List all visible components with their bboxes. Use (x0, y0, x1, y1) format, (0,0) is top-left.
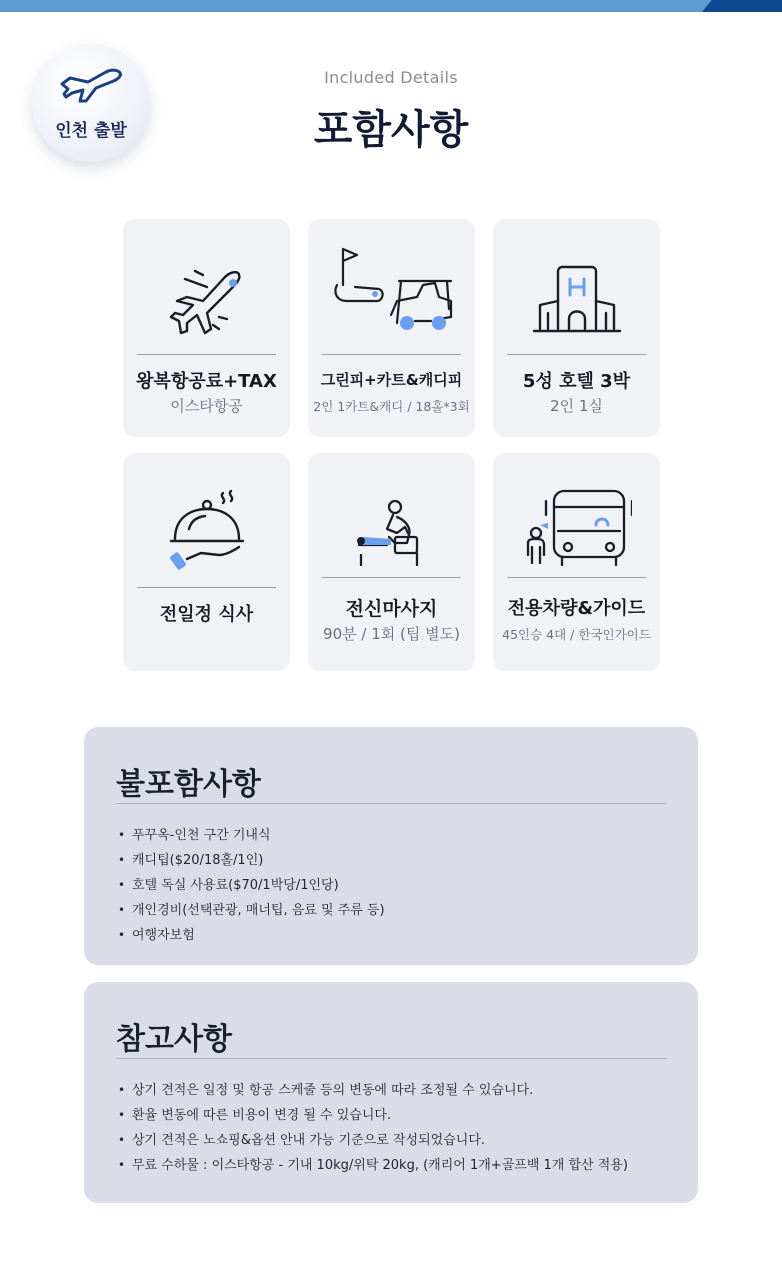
included-name: 그린피+카트&캐디피 (320, 371, 463, 389)
top-accent-bar-dark (702, 0, 782, 12)
included-card-airfare (123, 219, 290, 437)
bus-guide-icon (493, 453, 660, 583)
included-card-vehicle (493, 453, 660, 671)
golf-cart-icon (308, 219, 475, 349)
card-divider (507, 354, 646, 355)
included-detail: 90분 / 1회 (팁 별도) (323, 625, 460, 643)
list-item: • 무료 수하물 : 이스타항공 - 기내 10kg/위탁 20kg, (캐리어 1개+골프백 1개 합산 적용) (118, 1153, 674, 1178)
card-divider (322, 577, 461, 578)
card-divider (322, 354, 461, 355)
card-divider (137, 354, 276, 355)
included-card-massage (308, 453, 475, 671)
notes-list (118, 1078, 674, 1178)
massage-icon (308, 453, 475, 583)
section-subtitle: Included Details (324, 68, 458, 87)
top-accent-bar (0, 0, 782, 12)
included-detail: 2인 1실 (550, 397, 603, 415)
list-item: • 호텔 독실 사용료($70/1박당/1인당) (118, 873, 674, 898)
excluded-list (118, 823, 674, 948)
page-title: 포함사항 (313, 107, 469, 153)
excluded-panel (84, 727, 698, 965)
included-name: 5성 호텔 3박 (522, 371, 631, 392)
list-item: • 여행자보험 (118, 923, 674, 948)
list-item: • 캐디팁($20/18홀/1인) (118, 848, 674, 873)
hotel-icon (493, 219, 660, 349)
list-item: • 상기 견적은 일정 및 항공 스케줄 등의 변동에 따라 조정될 수 있습니다. (118, 1078, 674, 1103)
included-detail: 45인승 4대 / 한국인가이드 (502, 627, 651, 642)
list-item: • 환율 변동에 따른 비용이 변경 될 수 있습니다. (118, 1103, 674, 1128)
included-name: 왕복항공료+TAX (136, 371, 277, 392)
included-detail: 이스타항공 (170, 397, 243, 415)
list-item: • 푸꾸옥-인천 구간 기내식 (118, 823, 674, 848)
included-card-hotel (493, 219, 660, 437)
card-divider (137, 587, 276, 588)
notes-title: 참고사항 (116, 1022, 232, 1057)
meal-cloche-icon (123, 453, 290, 583)
list-item: • 개인경비(선택관광, 매너팁, 음료 및 주류 등) (118, 898, 674, 923)
included-detail: 2인 1카트&캐디 / 18홀*3회 (313, 399, 470, 414)
notes-panel (84, 982, 698, 1203)
card-divider (507, 577, 646, 578)
included-name: 전용차량&가이드 (507, 598, 646, 619)
excluded-title: 불포함사항 (116, 767, 261, 802)
included-name: 전일정 식사 (159, 604, 254, 625)
included-card-greenfee (308, 219, 475, 437)
included-card-meals (123, 453, 290, 671)
panel-divider (116, 803, 666, 804)
airplane-icon (123, 219, 290, 349)
list-item: • 상기 견적은 노쇼핑&옵션 안내 가능 기준으로 작성되었습니다. (118, 1128, 674, 1153)
panel-divider (116, 1058, 666, 1059)
included-name: 전신마사지 (345, 598, 438, 620)
departure-label: 인천 출발 (55, 121, 127, 141)
